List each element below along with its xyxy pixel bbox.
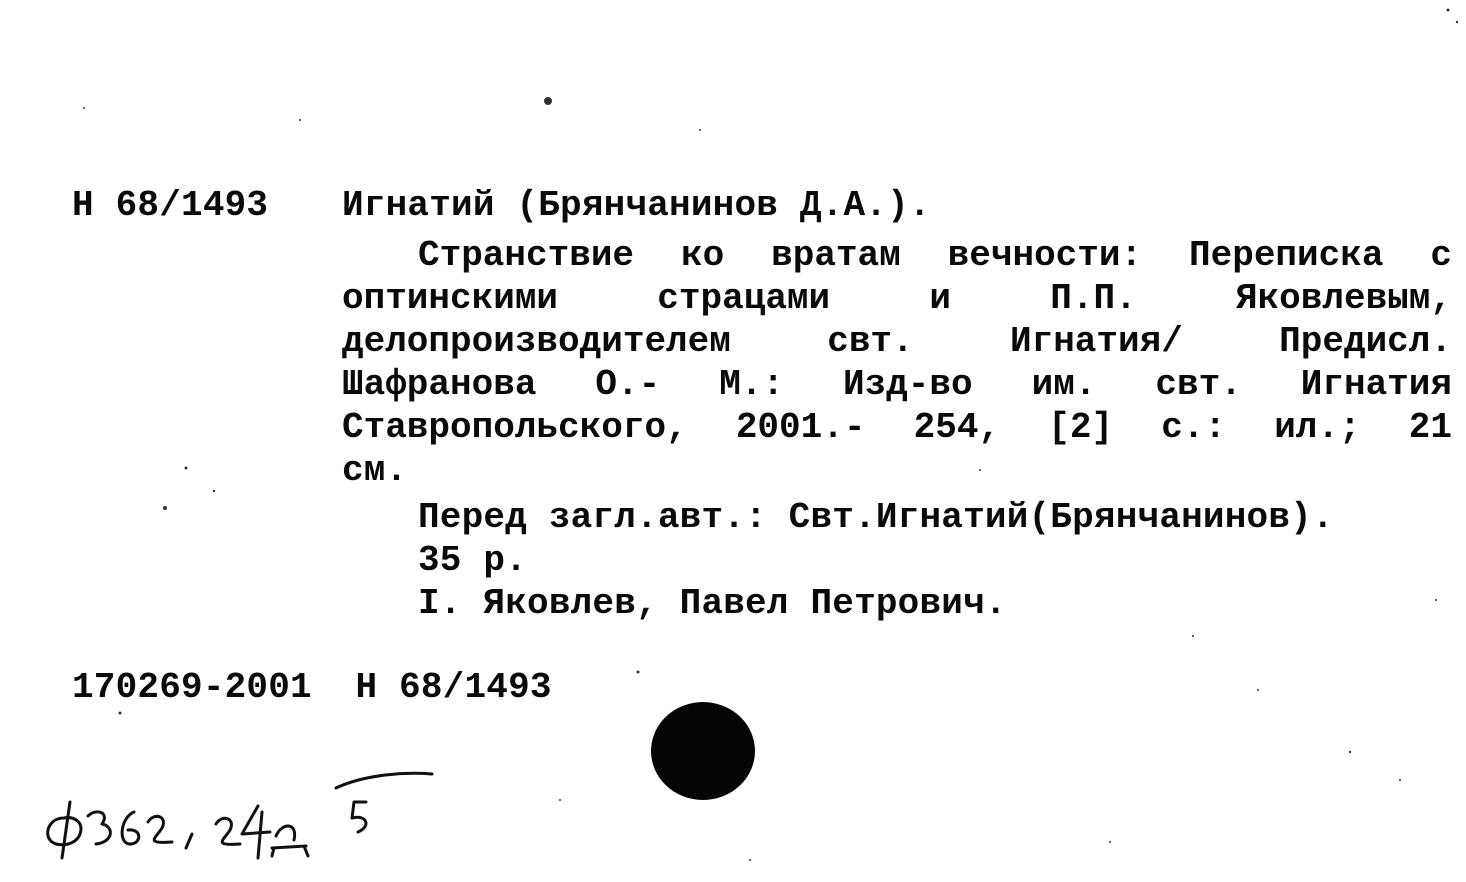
- inventory-line: 170269-2001 Н 68/1493: [72, 667, 552, 708]
- title-line-6: см.: [342, 450, 408, 491]
- shelfmark: Н 68/1493: [72, 185, 269, 226]
- added-entry: I. Яковлев, Павел Петрович.: [418, 583, 1007, 624]
- handwritten-shelf-note: [36, 766, 446, 878]
- price-note: 35 р.: [418, 540, 528, 581]
- author-heading: Игнатий (Брянчанинов Д.А.).: [342, 185, 931, 226]
- title-line-3: делопроизводителем свт. Игнатия/ Предисл.: [342, 321, 1452, 362]
- title-line-5: Ставропольского, 2001.- 254, [2] с.: ил.; 21: [342, 407, 1452, 448]
- title-line-1: Странствие ко вратам вечности: Переписка с: [418, 235, 1452, 276]
- title-line-2: оптинскими страцами и П.П. Яковлевым,: [342, 278, 1452, 319]
- punch-hole: [651, 702, 755, 800]
- title-line-4: Шафранова О.- М.: Изд-во им. свт. Игнатия: [342, 364, 1452, 405]
- author-note: Перед загл.авт.: Свт.Игнатий(Брянчанинов).: [418, 497, 1334, 538]
